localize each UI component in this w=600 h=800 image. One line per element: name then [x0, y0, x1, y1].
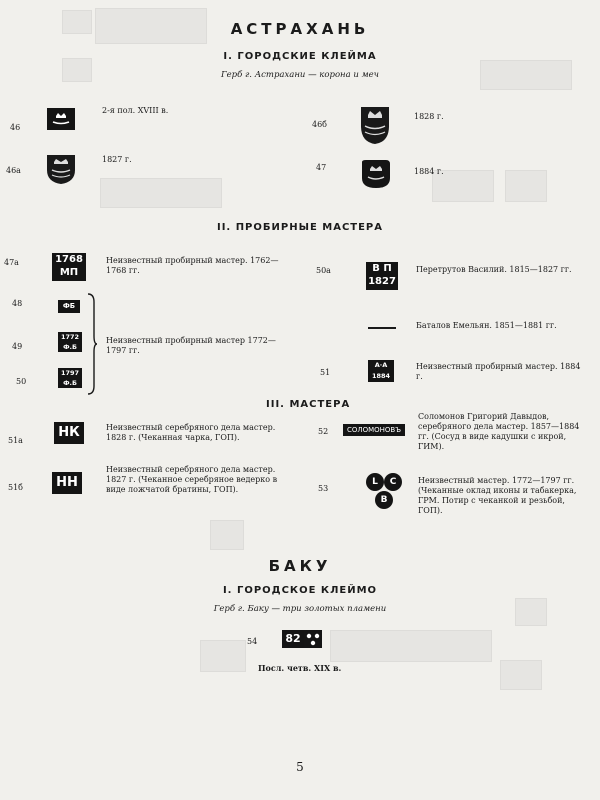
section-subheading: Герб г. Баку — три золотых пламени	[213, 604, 387, 614]
section-subheading: Герб г. Астрахани — корона и меч	[221, 70, 379, 80]
item-number: 53	[318, 484, 329, 493]
bleed-through-mark	[500, 660, 542, 690]
hallmark-crown-sword	[47, 108, 75, 130]
item-number: 46	[10, 123, 21, 132]
item-number: 51б	[8, 483, 23, 492]
hallmark-initials: Ф.Б	[63, 343, 77, 351]
grouping-bracket-icon	[86, 292, 98, 396]
item-description: 1884 г.	[414, 167, 444, 176]
section-heading: II. ПРОБИРНЫЕ МАСТЕРА	[216, 222, 384, 233]
hallmark-1768-mp	[52, 253, 86, 281]
hallmark-initials: Ф.Б	[63, 379, 77, 387]
hallmark-initials: В П	[372, 263, 392, 274]
hallmark-82: 82	[282, 630, 304, 648]
hallmark-nn: НН	[52, 472, 82, 494]
shield-hallmark-icon	[358, 104, 392, 146]
hallmark-year: 1772	[60, 333, 80, 341]
section-heading: III. МАСТЕРА	[266, 399, 351, 410]
item-description: Неизвестный пробирный мастер. 1884 г.	[416, 362, 581, 381]
item-number: 49	[12, 342, 23, 351]
section-heading: I. ГОРОДСКИЕ КЛЕЙМА	[223, 51, 377, 62]
item-description: Неизвестный мастер. 1772—1797 гг. (Чеканные оклад иконы и табакерка, ГРМ. Потир с чеканкой и резьбой, ГОП).	[418, 476, 577, 515]
item-number: 51	[320, 368, 331, 377]
item-number: 51а	[8, 436, 23, 445]
item-description: Баталов Емельян. 1851—1881 гг.	[416, 321, 557, 330]
item-number: 50	[16, 377, 27, 386]
item-description: 1827 г.	[102, 155, 132, 164]
hallmark-letter-c: C	[384, 473, 402, 491]
item-description: Перетрутов Василий. 1815—1827 гг.	[416, 265, 572, 274]
hallmark-initials: А·А	[374, 361, 388, 369]
item-number: 46б	[312, 120, 327, 129]
item-number: 46а	[6, 166, 21, 175]
item-number: 48	[12, 299, 23, 308]
bleed-through-mark	[505, 170, 547, 202]
hallmark-1797-fb	[58, 368, 82, 388]
item-number: 54	[247, 637, 258, 646]
city-title-astrakhan: АСТРАХАНЬ	[230, 20, 370, 38]
bleed-through-mark	[200, 640, 246, 672]
hallmark-initials: МП	[59, 267, 79, 278]
hallmark-1772-fb	[58, 332, 82, 352]
hallmark-lcb-cluster	[366, 473, 406, 513]
item-description: 2-я пол. XVIII в.	[102, 106, 169, 115]
item-number: 47а	[4, 258, 19, 267]
item-description: Неизвестный пробирный мастер. 1762—1768 гг.	[106, 256, 279, 275]
hallmark-year: 1884	[371, 372, 391, 380]
item-description: Неизвестный серебряного дела мастер. 1828 г. (Чеканная чарка, ГОП).	[106, 423, 276, 442]
item-number: 50а	[316, 266, 331, 275]
item-description: 1828 г.	[414, 112, 444, 121]
hallmark-year: 1797	[60, 369, 80, 377]
city-title-baku: БАКУ	[268, 557, 332, 575]
hallmark-aa-1884	[368, 360, 394, 382]
shield-hallmark-icon	[360, 158, 392, 190]
hallmark-letter-b: B	[375, 491, 393, 509]
item-number: 47	[316, 163, 327, 172]
hallmark-year: 1768	[55, 254, 83, 265]
hallmark-letter-l: L	[366, 473, 384, 491]
item-number: 52	[318, 427, 329, 436]
item-description: Неизвестный серебряного дела мастер. 1827 г. (Чеканное серебряное ведерко в виде ложчатой братины, ГОП).	[106, 465, 278, 494]
item-description: Соломонов Григорий Давыдов, серебряного дела мастер. 1857—1884 гг. (Сосуд в виде кадушки с икрой, ГИМ).	[418, 412, 580, 451]
bleed-through-text	[100, 178, 222, 208]
hallmark-solomonov: СОЛОМОНОВЪ	[343, 424, 405, 436]
item-caption: Посл. четв. XIX в.	[258, 663, 342, 673]
three-flames-icon	[304, 630, 322, 648]
shield-hallmark-icon	[44, 152, 78, 186]
hallmark-nk: НК	[54, 422, 84, 444]
hallmark-year: 1827	[368, 276, 396, 287]
bleed-through-text	[330, 630, 492, 662]
page-number: 5	[296, 760, 304, 774]
section-heading: I. ГОРОДСКОЕ КЛЕЙМО	[222, 585, 378, 596]
group-description: Неизвестный пробирный мастер 1772—1797 гг.	[106, 336, 276, 355]
bleed-through-mark	[210, 520, 244, 550]
hallmark-vp-1827	[366, 262, 398, 290]
crown-sword-icon	[47, 108, 75, 130]
absent-hallmark-dash	[368, 327, 396, 329]
hallmark-fb: ФБ	[58, 300, 80, 313]
